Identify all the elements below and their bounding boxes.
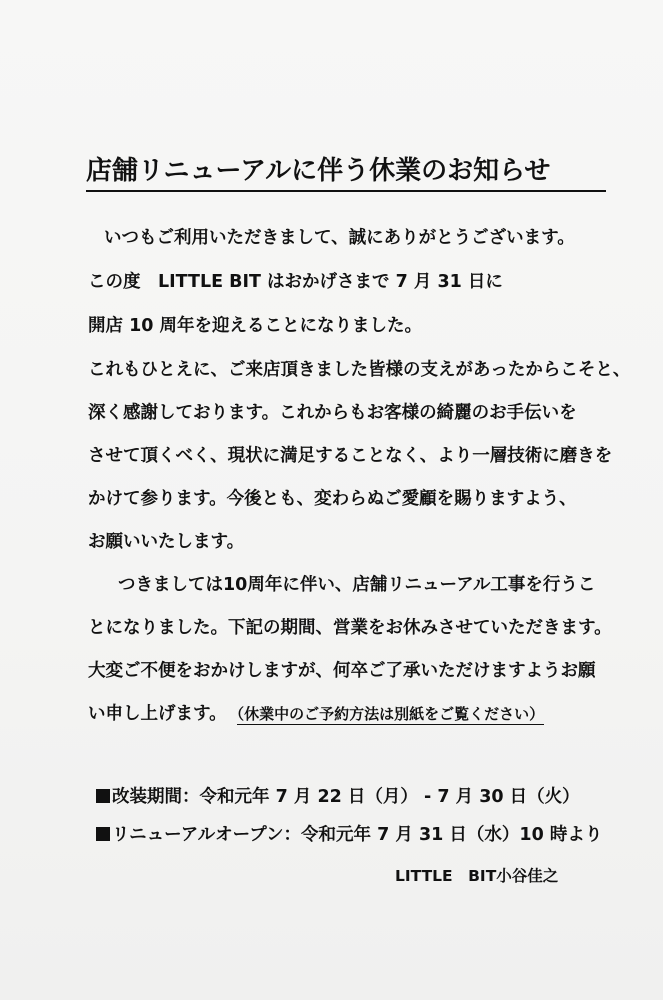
paragraph1-line-1: いつもご利用いただきまして、誠にありがとうございます。 xyxy=(104,228,575,248)
paragraph1-line-6: させて頂くべく、現状に満足することなく、より一層技術に磨きを xyxy=(88,446,613,466)
paragraph1-line-7: かけて参ります。今後とも、変わらぬご愛顧を賜りますよう、 xyxy=(88,489,577,509)
signature: LITTLE BIT小谷佳之 xyxy=(395,867,559,885)
reservation-note: （休業中のご予約方法は別紙をご覧ください） xyxy=(236,705,545,723)
black-square-bullet-icon xyxy=(96,827,110,841)
paragraph1-line-5: 深く感謝しております。これからもお客様の綺麗のお手伝いを xyxy=(88,403,577,423)
paragraph1-line-2: この度 LITTLE BIT はおかげさまで 7 月 31 日に xyxy=(88,272,503,292)
renovation-period-text: 改装期間：令和元年 7 月 22 日（月） - 7 月 30 日（火） xyxy=(112,787,580,807)
paragraph2-line-4-text: い申し上げます。 xyxy=(88,704,227,724)
paragraph2-line-2: とになりました。下記の期間、営業をお休みさせていただきます。 xyxy=(88,618,612,638)
paragraph1-line-8: お願いいたします。 xyxy=(88,532,245,552)
reopening-text: リニューアルオープン：令和元年 7 月 31 日（水）10 時より xyxy=(112,825,603,845)
notice-title: 店舗リニューアルに伴う休業のお知らせ xyxy=(86,150,606,192)
paragraph2-line-3: 大変ご不便をおかけしますが、何卒ご了承いただけますようお願 xyxy=(88,661,596,681)
paragraph2-line-1: つきましては10周年に伴い、店舗リニューアル工事を行うこ xyxy=(118,575,596,595)
paragraph2-line-4 xyxy=(88,704,544,724)
black-square-bullet-icon xyxy=(96,789,110,803)
paragraph1-line-3: 開店 10 周年を迎えることになりました。 xyxy=(88,316,423,336)
paragraph1-line-4: これもひとえに、ご来店頂きました皆様の支えがあったからこそと、 xyxy=(88,360,631,380)
reopening-line xyxy=(96,825,602,845)
renovation-period-line xyxy=(96,787,580,807)
